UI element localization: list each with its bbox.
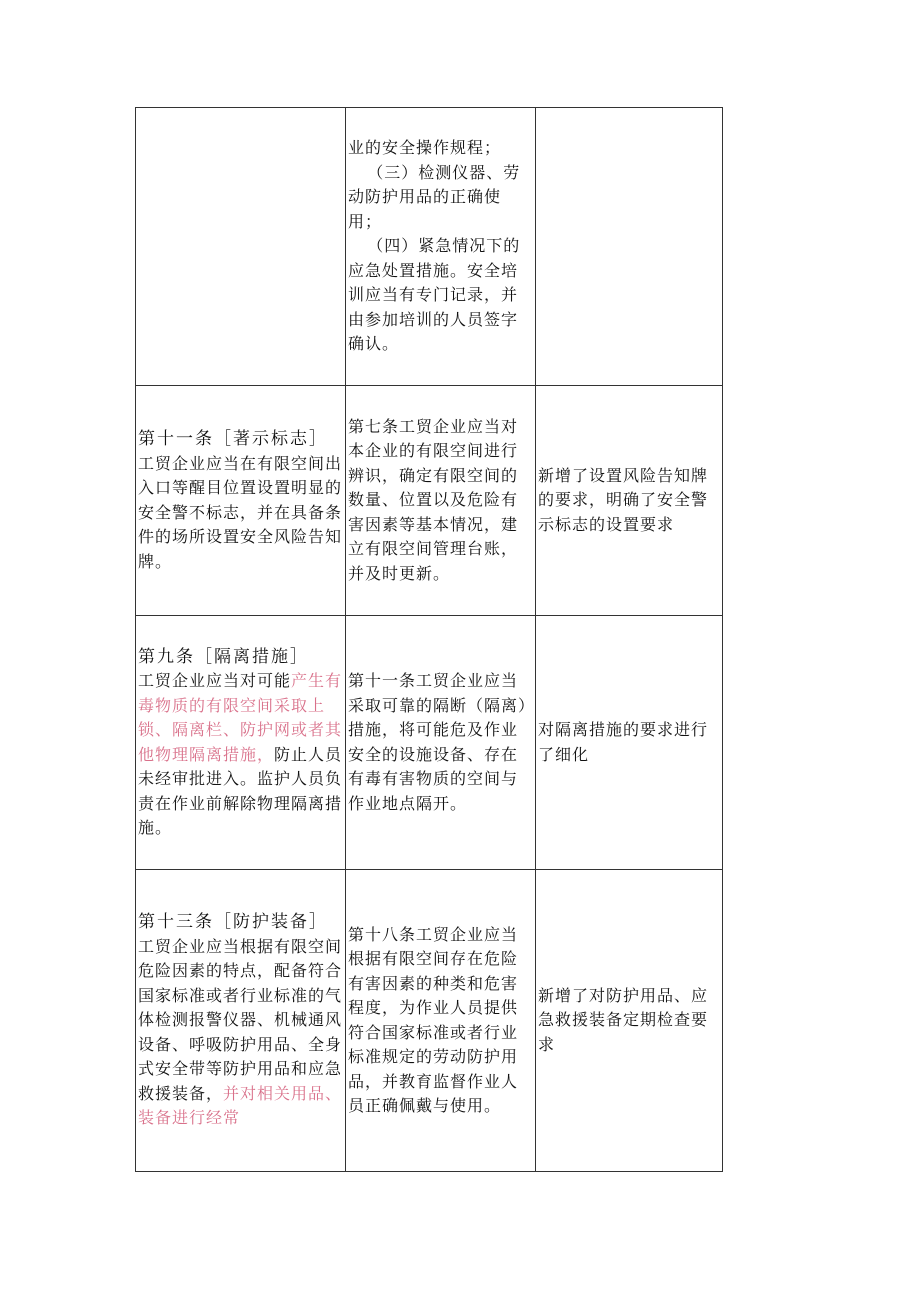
old-article-cell: 第七条工贸企业应当对本企业的有限空间进行辨识，确定有限空间的数量、位置以及危险有害因素等基本情况，建立有限空间管理台账，并及时更新。 (346, 386, 536, 616)
new-article-cell (136, 108, 346, 386)
table-row (136, 386, 723, 616)
table-row (136, 616, 723, 870)
change-note-cell: 新增了设置风险告知牌的要求，明确了安全警示标志的设置要求 (536, 386, 723, 616)
change-note-cell: 对隔离措施的要求进行了细化 (536, 616, 723, 870)
training-item-3: （三）检测仪器、劳动防护用品的正确使用； (348, 162, 521, 231)
table-row (136, 108, 723, 386)
old-article-cell (346, 108, 536, 386)
article-title: 第十三条［防护装备］ (138, 912, 328, 933)
training-text-line: 业的安全操作规程； (348, 138, 502, 158)
new-article-cell (136, 870, 346, 1172)
highlighted-text: 并对相关用品、装备进行经常 (138, 1083, 343, 1128)
regulation-comparison-table (135, 107, 723, 1172)
article-body: 工贸企业应当在有限空间出入口等醒目位置设置明显的安全警不标志，并在具备条件的场所设置安全风险告知牌。 (138, 453, 343, 571)
old-article-cell: 第十一条工贸企业应当采取可靠的隔断（隔离）措施，将可能危及作业安全的设施设备、存在有毒有害物质的空间与作业地点隔开。 (346, 616, 536, 870)
table-row (136, 870, 723, 1172)
highlighted-text: 产生有毒物质的有限空间采取上锁、隔离栏、防护网或者其他物理隔离措施， (138, 671, 343, 764)
article-body-end: 防止人员未经审批进入。监护人员负责在作业前解除物理隔离措施。 (138, 744, 343, 837)
article-title: 第九条［隔离措施］ (138, 646, 309, 667)
article-body-start: 工贸企业应当对可能 (138, 671, 292, 690)
article-body: 工贸企业应当根据有限空间危险因素的特点，配备符合国家标准或者行业标准的气体检测报警仪器、机械通风设备、呼吸防护用品、全身式安全带等防护用品和应急救援装备， (138, 936, 343, 1103)
change-note-cell: 新增了对防护用品、应急救援装备定期检查要求 (536, 870, 723, 1172)
old-article-cell: 第十八条工贸企业应当根据有限空间存在危险有害因素的种类和危害程度，为作业人员提供符合国家标准或者行业标准规定的劳动防护用品，并教育监督作业人员正确佩戴与使用。 (346, 870, 536, 1172)
new-article-cell (136, 386, 346, 616)
training-item-4: （四）紧急情况下的应急处置措施。安全培训应当有专门记录，并由参加培训的人员签字确认。 (348, 236, 521, 354)
change-note-cell (536, 108, 723, 386)
new-article-cell (136, 616, 346, 870)
article-title: 第十一条［著示标志］ (138, 429, 328, 449)
